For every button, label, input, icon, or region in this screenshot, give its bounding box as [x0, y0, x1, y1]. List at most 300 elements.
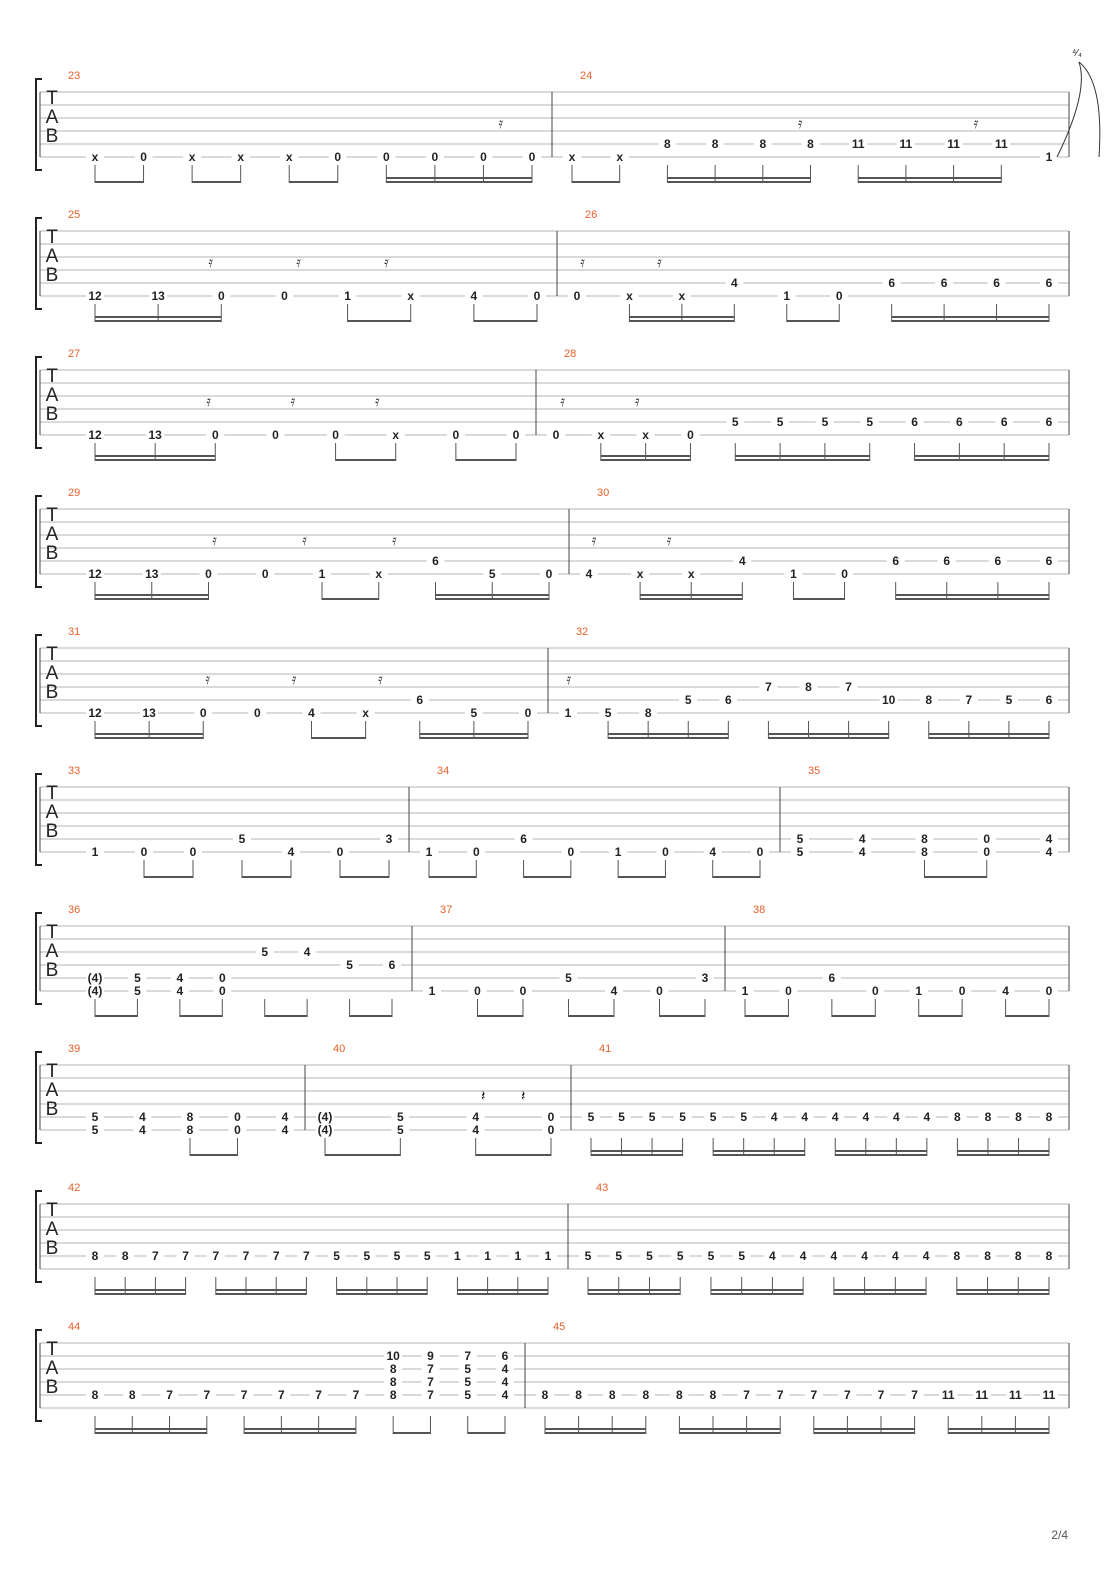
fret-number: (4)	[87, 971, 103, 985]
tab-clef-letter: T	[46, 88, 58, 109]
measure-25	[68, 209, 546, 322]
fret-number: 5	[709, 1110, 717, 1124]
fret-number: 7	[203, 1388, 211, 1402]
fret-number: 5	[1005, 693, 1013, 707]
beam	[618, 876, 665, 878]
fret-number: 4	[303, 945, 311, 959]
measure-number: 28	[564, 348, 577, 360]
beam	[337, 1289, 428, 1291]
fret-number: (4)	[317, 1110, 333, 1124]
fret-number: (4)	[317, 1123, 333, 1137]
tab-clef-letter: B	[45, 1377, 59, 1398]
fret-number: 0	[205, 567, 212, 581]
tab-clef-letter: B	[45, 821, 59, 842]
fret-number: 0	[547, 1123, 555, 1137]
fret-number: 5	[363, 1249, 371, 1263]
sixteenth-rest: 𝄿	[392, 531, 397, 549]
beam	[957, 1289, 1049, 1291]
fret-number: 0	[871, 984, 879, 998]
fret-number: 1	[344, 289, 351, 303]
beam	[588, 1289, 680, 1291]
fret-number: 5	[646, 1249, 653, 1263]
tab-clef-letter: T	[46, 227, 58, 248]
measure-35	[791, 765, 1058, 878]
fret-number: 0	[480, 150, 487, 164]
beam	[386, 181, 532, 183]
fret-number: 7	[240, 1388, 248, 1402]
sixteenth-rest: 𝄿	[560, 392, 565, 410]
fret-number: 0	[140, 150, 147, 164]
fret-number: 4	[862, 1110, 870, 1124]
tab-clef-letter: A	[45, 385, 59, 406]
fret-number: 0	[524, 706, 532, 720]
fret-number: 6	[1000, 415, 1008, 429]
fret-number: 5	[396, 1123, 404, 1137]
beam	[667, 181, 810, 183]
fret-number: 7	[427, 1388, 434, 1402]
beam	[242, 876, 291, 878]
fret-number: 8	[389, 1388, 397, 1402]
fret-number: 4	[738, 554, 746, 568]
fret-number: 1	[564, 706, 572, 720]
beam	[312, 737, 366, 739]
measure-number: 35	[808, 765, 821, 777]
beam	[144, 876, 193, 878]
tab-clef-letter: B	[45, 543, 59, 564]
beam	[420, 733, 528, 735]
fret-number: 0	[533, 289, 541, 303]
beam	[244, 1432, 356, 1434]
fret-number: 7	[765, 680, 772, 694]
fret-number: 4	[858, 832, 866, 846]
fret-number: x	[188, 150, 196, 164]
sixteenth-rest: 𝄿	[634, 392, 640, 410]
fret-number: 4	[858, 845, 866, 859]
fret-number: 9	[427, 1349, 434, 1363]
fret-number: x	[91, 150, 99, 164]
beam	[660, 1015, 706, 1017]
fret-number: 0	[218, 984, 226, 998]
fret-number: 0	[656, 984, 663, 998]
tab-clef-letter: A	[45, 941, 59, 962]
measure-number: 31	[68, 626, 81, 638]
fret-number: 7	[844, 1388, 851, 1402]
staff-system-3	[36, 348, 1069, 461]
sixteenth-rest: 𝄿	[205, 670, 210, 688]
tab-clef-letter: A	[45, 802, 59, 823]
staff-system-1	[36, 48, 1100, 183]
fret-number: 4	[501, 1375, 509, 1389]
fret-number: 6	[388, 958, 396, 972]
fret-number: 7	[965, 693, 973, 707]
measure-30	[580, 487, 1058, 600]
beam	[814, 1432, 915, 1434]
fret-number: 4	[923, 1110, 931, 1124]
fret-number: 8	[953, 1249, 961, 1263]
beam	[892, 316, 1049, 318]
fret-number: 5	[796, 845, 804, 859]
measure-number: 44	[68, 1321, 81, 1333]
staff-system-4	[36, 487, 1069, 600]
beam	[640, 594, 742, 596]
fret-number: x	[687, 567, 695, 581]
fret-number: 7	[272, 1249, 280, 1263]
fret-number: 8	[805, 680, 812, 694]
beam	[478, 1015, 524, 1017]
staff-system-7	[36, 904, 1069, 1017]
fret-number: 8	[984, 1249, 991, 1263]
staff-system-8	[36, 1043, 1069, 1156]
fret-number: 10	[881, 693, 896, 707]
fret-number: 5	[604, 706, 612, 720]
fret-number: 11	[947, 137, 960, 151]
fret-number: 13	[145, 567, 159, 581]
beam	[915, 459, 1049, 461]
fret-number: 4	[281, 1110, 289, 1124]
fret-number: 7	[152, 1249, 159, 1263]
beam	[1006, 1015, 1049, 1017]
fret-number: 1	[318, 567, 326, 581]
measure-43	[579, 1182, 1058, 1295]
fret-number: 11	[994, 137, 1008, 151]
fret-number: 4	[922, 1249, 930, 1263]
fret-number: 1	[915, 984, 923, 998]
beam	[95, 320, 221, 322]
beam	[468, 1432, 505, 1434]
tab-clef-letter: T	[46, 505, 58, 526]
fret-number: 0	[528, 150, 536, 164]
tab-clef-letter: B	[45, 682, 59, 703]
measure-23	[68, 70, 541, 183]
staff-system-6	[36, 765, 1069, 878]
beam	[892, 320, 1049, 322]
tab-clef-letter: T	[46, 366, 58, 387]
fret-number: 7	[303, 1249, 310, 1263]
beam	[95, 1015, 137, 1017]
fret-number: 8	[921, 845, 928, 859]
fret-number: 5	[464, 1375, 472, 1389]
measure-44	[68, 1321, 514, 1434]
measure-32	[559, 626, 1058, 739]
fret-number: 11	[1042, 1388, 1056, 1402]
beam	[95, 455, 215, 457]
fret-number: 11	[941, 1388, 955, 1402]
sixteenth-rest: 𝄿	[378, 670, 383, 688]
beam	[180, 1015, 222, 1017]
fret-number: 8	[709, 1388, 717, 1402]
beam	[711, 1289, 803, 1291]
fret-number: 8	[925, 693, 933, 707]
fret-number: x	[626, 289, 633, 303]
fret-number: 5	[238, 832, 246, 846]
measure-40	[316, 1043, 560, 1156]
beam	[95, 181, 144, 183]
fret-number: 5	[584, 1249, 592, 1263]
fret-number: 1	[425, 845, 433, 859]
beam	[640, 598, 742, 600]
fret-number: 0	[234, 1110, 241, 1124]
beam	[545, 1428, 646, 1430]
beam	[919, 1015, 962, 1017]
beam	[420, 737, 528, 739]
fret-number: 4	[1045, 832, 1053, 846]
fret-number: 0	[983, 832, 991, 846]
tab-clef-letter: B	[45, 960, 59, 981]
measure-number: 26	[585, 209, 598, 221]
fret-number: 5	[134, 984, 141, 998]
beam	[325, 1154, 400, 1156]
beam	[713, 1150, 805, 1152]
fret-number: 8	[711, 137, 719, 151]
fret-number: 8	[608, 1388, 616, 1402]
fret-number: 6	[520, 832, 527, 846]
tab-clef-letter: T	[46, 1339, 58, 1360]
fret-number: 11	[899, 137, 913, 151]
beam	[925, 876, 987, 878]
fret-number: 5	[333, 1249, 340, 1263]
beam	[429, 876, 476, 878]
beam	[948, 1428, 1049, 1430]
sixteenth-rest: 𝄿	[374, 392, 380, 410]
fret-number: 4	[799, 1249, 807, 1263]
system-bracket	[36, 913, 42, 1004]
beam	[436, 598, 550, 600]
fret-number: 0	[431, 150, 439, 164]
fret-number: 5	[740, 1110, 748, 1124]
beam	[244, 1428, 356, 1430]
fret-number: 4	[308, 706, 315, 720]
fret-number: 8	[676, 1388, 683, 1402]
quarter-rest: 𝄽	[520, 1087, 526, 1105]
beam	[569, 1015, 615, 1017]
beam	[265, 1015, 307, 1017]
fret-number: 5	[261, 945, 269, 959]
beam	[456, 459, 516, 461]
fret-number: 0	[552, 428, 560, 442]
fret-number: 6	[828, 971, 836, 985]
tab-clef-letter: T	[46, 922, 58, 943]
measure-number: 43	[596, 1182, 609, 1194]
fret-number: 4	[1045, 845, 1053, 859]
tab-clef-letter: A	[45, 107, 59, 128]
tab-clef-letter: A	[45, 1358, 59, 1379]
fret-number: 12	[88, 428, 102, 442]
fret-number: 5	[91, 1123, 99, 1137]
beam	[95, 594, 209, 596]
fret-number: 7	[242, 1249, 250, 1263]
fret-number: 8	[389, 1375, 397, 1389]
fret-number: 7	[182, 1249, 189, 1263]
beam	[393, 1432, 430, 1434]
fret-number: x	[678, 289, 686, 303]
fret-number: 12	[88, 706, 102, 720]
fret-number: 0	[334, 150, 342, 164]
fret-number: x	[285, 150, 293, 164]
fret-number: 7	[776, 1388, 784, 1402]
sixteenth-rest: 𝄿	[973, 114, 979, 132]
fret-number: 7	[212, 1249, 220, 1263]
fret-number: 1	[544, 1249, 552, 1263]
fret-number: 7	[315, 1388, 322, 1402]
fret-number: 5	[134, 971, 141, 985]
beam	[735, 455, 869, 457]
tab-clef-letter: T	[46, 644, 58, 665]
fret-number: 8	[186, 1110, 194, 1124]
sixteenth-rest: 𝄿	[498, 114, 504, 132]
fret-number: 5	[423, 1249, 431, 1263]
fret-number: 13	[148, 428, 162, 442]
beam	[711, 1293, 803, 1295]
fret-number: 8	[807, 137, 814, 151]
measure-31	[68, 626, 537, 739]
fret-number: 0	[140, 845, 148, 859]
staff-system-5	[36, 626, 1069, 739]
beam	[834, 1293, 926, 1295]
fret-number: 8	[1045, 1249, 1053, 1263]
fret-number: 5	[679, 1110, 686, 1124]
beam	[915, 455, 1049, 457]
beam	[190, 1154, 238, 1156]
fret-number: 5	[396, 1110, 404, 1124]
beam	[858, 177, 1001, 179]
measure-45	[536, 1321, 1058, 1434]
measure-42	[68, 1182, 557, 1295]
fret-number: 4	[472, 1110, 480, 1124]
tab-clef-letter: B	[45, 1238, 59, 1259]
fret-number: 7	[278, 1388, 285, 1402]
beam	[679, 1428, 780, 1430]
beam	[591, 1150, 683, 1152]
fret-number: 5	[488, 567, 496, 581]
fret-number: 7	[352, 1388, 360, 1402]
sixteenth-rest: 𝄿	[206, 392, 211, 410]
fret-number: 4	[472, 1123, 480, 1137]
fret-number: 8	[121, 1249, 129, 1263]
sixteenth-rest: 𝄿	[657, 253, 662, 271]
fret-number: 0	[189, 845, 197, 859]
beam	[95, 737, 203, 739]
fret-number: 10	[386, 1349, 400, 1363]
fret-number: 7	[743, 1388, 750, 1402]
beam	[95, 1428, 207, 1430]
fret-number: 5	[731, 415, 739, 429]
fret-number: 12	[88, 289, 102, 303]
fret-number: 6	[501, 1349, 509, 1363]
fret-number: 8	[186, 1123, 194, 1137]
fret-number: 7	[464, 1349, 472, 1363]
system-bracket	[36, 1330, 42, 1421]
fret-number: 13	[151, 289, 165, 303]
sixteenth-rest: 𝄿	[666, 531, 672, 549]
fret-number: 6	[943, 554, 951, 568]
tab-clef-letter: A	[45, 524, 59, 545]
fret-number: 6	[724, 693, 732, 707]
measure-29	[68, 487, 558, 600]
measure-number: 42	[68, 1182, 81, 1194]
measure-number: 30	[597, 487, 610, 499]
fret-number: 8	[389, 1362, 397, 1376]
fret-number: 6	[993, 276, 1000, 290]
fret-number: 4	[831, 1110, 839, 1124]
measure-28	[547, 348, 1058, 461]
system-bracket	[36, 1191, 42, 1282]
fret-number: 8	[664, 137, 671, 151]
beam	[608, 733, 728, 735]
bend-amount: ⁴⁄₄	[1071, 48, 1083, 59]
fret-number: 6	[432, 554, 439, 568]
fret-number: 5	[796, 832, 804, 846]
fret-number: 0	[211, 428, 219, 442]
beam	[834, 1289, 926, 1291]
fret-number: 4	[287, 845, 295, 859]
fret-number: 4	[610, 984, 618, 998]
fret-number: 8	[642, 1388, 650, 1402]
fret-number: 5	[91, 1110, 99, 1124]
tab-clef-letter: B	[45, 1099, 59, 1120]
beam	[896, 594, 1049, 596]
beam	[348, 320, 411, 322]
fret-number: 7	[877, 1388, 885, 1402]
fret-number: x	[237, 150, 245, 164]
fret-number: x	[568, 150, 576, 164]
fret-number: 5	[618, 1110, 625, 1124]
beam	[793, 598, 844, 600]
fret-number: 4	[501, 1362, 509, 1376]
beam	[858, 181, 1001, 183]
measure-number: 39	[68, 1043, 81, 1055]
fret-number: 7	[166, 1388, 173, 1402]
fret-number: 1	[614, 845, 622, 859]
fret-number: 5	[738, 1249, 746, 1263]
fret-number: 5	[346, 958, 353, 972]
fret-number: 1	[484, 1249, 491, 1263]
beam	[948, 1432, 1049, 1434]
beam	[814, 1428, 915, 1430]
beam	[929, 733, 1049, 735]
beam	[436, 594, 550, 596]
measure-number: 24	[580, 70, 593, 82]
beam	[476, 1154, 551, 1156]
beam	[787, 320, 839, 322]
fret-number: 0	[687, 428, 694, 442]
beam	[95, 1289, 186, 1291]
beam	[386, 177, 532, 179]
beam	[629, 320, 734, 322]
measure-number: 36	[68, 904, 81, 916]
system-bracket	[36, 496, 42, 587]
beam	[95, 733, 203, 735]
beam	[896, 598, 1049, 600]
fret-number: 5	[776, 415, 784, 429]
fret-number: 1	[790, 567, 797, 581]
fret-number: 4	[891, 1249, 899, 1263]
tab-clef-letter: B	[45, 404, 59, 425]
fret-number: (4)	[87, 984, 103, 998]
measure-36	[68, 904, 401, 1017]
sixteenth-rest: 𝄿	[797, 114, 803, 132]
measure-34	[420, 765, 769, 878]
fret-number: 0	[261, 567, 269, 581]
fret-number: 6	[892, 554, 900, 568]
beam	[957, 1150, 1049, 1152]
fret-number: 0	[234, 1123, 241, 1137]
fret-number: 4	[769, 1249, 776, 1263]
fret-number: 8	[984, 1110, 992, 1124]
fret-number: 6	[1045, 693, 1053, 707]
fret-number: 5	[464, 1388, 472, 1402]
beam	[768, 737, 888, 739]
fret-number: 8	[128, 1388, 136, 1402]
